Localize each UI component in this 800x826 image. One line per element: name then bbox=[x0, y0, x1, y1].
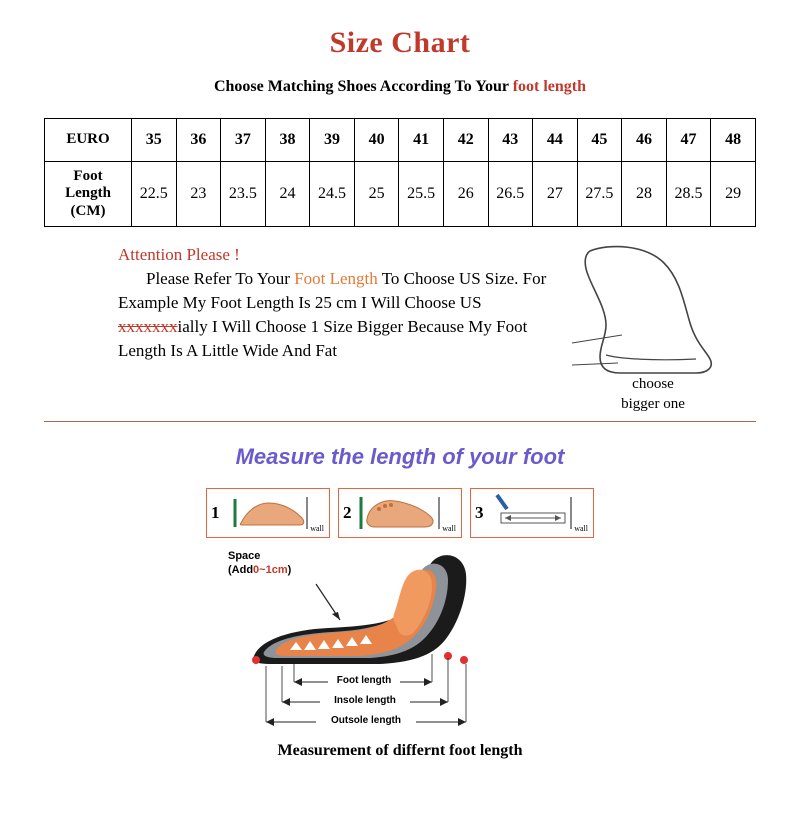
euro-cell: 44 bbox=[533, 119, 578, 162]
attention-text bbox=[118, 267, 548, 364]
foot-length-cell: 24.5 bbox=[310, 162, 355, 227]
foot-length-cell: 23 bbox=[176, 162, 221, 227]
callout-line-2: bigger one bbox=[621, 395, 685, 412]
foot-length-cell: 28.5 bbox=[666, 162, 711, 227]
euro-cell: 48 bbox=[711, 119, 756, 162]
row-label-line3: (CM) bbox=[70, 202, 106, 219]
page-subtitle bbox=[0, 78, 800, 96]
foot-length-cell: 27 bbox=[533, 162, 578, 227]
table-row-foot-length bbox=[45, 162, 756, 227]
row-label-foot-length bbox=[45, 162, 132, 227]
choose-bigger-callout bbox=[578, 375, 728, 414]
dimension-label-outsole-length: Outsole length bbox=[331, 715, 401, 726]
step-card-3 bbox=[470, 488, 594, 538]
space-label-prefix: (Add bbox=[228, 563, 254, 576]
measure-steps bbox=[0, 488, 800, 538]
foot-length-cell: 26 bbox=[443, 162, 488, 227]
space-label-line2 bbox=[228, 564, 291, 578]
row-label-euro: EURO bbox=[45, 119, 132, 162]
euro-cell: 43 bbox=[488, 119, 533, 162]
euro-cell: 41 bbox=[399, 119, 444, 162]
callout-line-1: choose bbox=[632, 376, 674, 392]
subtitle-highlight: foot length bbox=[512, 78, 587, 95]
dimension-label-insole-length: Insole length bbox=[334, 695, 396, 706]
foot-length-cell: 22.5 bbox=[132, 162, 177, 227]
foot-sketch-icon bbox=[560, 239, 740, 389]
step-wall-label: wall bbox=[310, 524, 324, 533]
subtitle-prefix: Choose Matching Shoes According To Your bbox=[213, 78, 513, 95]
foot-measurement-diagram bbox=[220, 544, 580, 734]
attention-text-part2: To Choose US Size. For Example My Foot Length Is 25 cm I Will Choose US bbox=[118, 269, 547, 313]
euro-cell: 35 bbox=[132, 119, 177, 162]
step-card-1 bbox=[206, 488, 330, 538]
space-label-range: 0~1cm bbox=[253, 563, 288, 576]
attention-text-orange: Foot Length bbox=[294, 269, 378, 288]
attention-heading: Attention Please ! bbox=[118, 245, 240, 264]
euro-cell: 36 bbox=[176, 119, 221, 162]
euro-cell: 45 bbox=[577, 119, 622, 162]
foot-length-cell: 26.5 bbox=[488, 162, 533, 227]
attention-text-part3: ially I Will Choose 1 Size Bigger Because My Foot Length Is A Little Wide And Fat bbox=[118, 317, 528, 361]
euro-cell: 37 bbox=[221, 119, 266, 162]
foot-length-cell: 28 bbox=[622, 162, 667, 227]
step-number: 1 bbox=[211, 503, 220, 522]
table-row-euro bbox=[45, 119, 756, 162]
euro-cell: 38 bbox=[265, 119, 310, 162]
attention-text-strike: xxxxxxx bbox=[118, 317, 178, 337]
page-title: Size Chart bbox=[329, 26, 471, 59]
size-table bbox=[44, 118, 756, 227]
space-label-suffix: ) bbox=[287, 563, 292, 576]
row-label-line1: Foot bbox=[73, 168, 103, 185]
step-wall-label: wall bbox=[442, 524, 456, 533]
foot-length-cell: 24 bbox=[265, 162, 310, 227]
section-divider bbox=[44, 421, 756, 422]
attention-section bbox=[0, 245, 800, 415]
foot-length-cell: 29 bbox=[711, 162, 756, 227]
euro-cell: 42 bbox=[443, 119, 488, 162]
space-label bbox=[228, 550, 291, 578]
step-number: 2 bbox=[343, 503, 352, 522]
foot-length-cell: 25 bbox=[354, 162, 399, 227]
dimension-label-foot-length: Foot length bbox=[336, 675, 392, 686]
foot-length-cell: 25.5 bbox=[399, 162, 444, 227]
measurement-caption: Measurement of differnt foot length bbox=[277, 742, 523, 759]
size-chart-page bbox=[0, 26, 800, 826]
step-card-2 bbox=[338, 488, 462, 538]
attention-text-part1: Please Refer To Your bbox=[146, 269, 295, 288]
euro-cell: 47 bbox=[666, 119, 711, 162]
euro-cell: 40 bbox=[354, 119, 399, 162]
step-wall-label: wall bbox=[574, 524, 588, 533]
space-label-line1: Space bbox=[228, 550, 261, 562]
row-label-line2: Length bbox=[65, 185, 111, 202]
step-number: 3 bbox=[475, 503, 484, 522]
foot-length-cell: 23.5 bbox=[221, 162, 266, 227]
measure-section-title: Measure the length of your foot bbox=[235, 444, 565, 469]
euro-cell: 46 bbox=[622, 119, 667, 162]
euro-cell: 39 bbox=[310, 119, 355, 162]
foot-length-cell: 27.5 bbox=[577, 162, 622, 227]
